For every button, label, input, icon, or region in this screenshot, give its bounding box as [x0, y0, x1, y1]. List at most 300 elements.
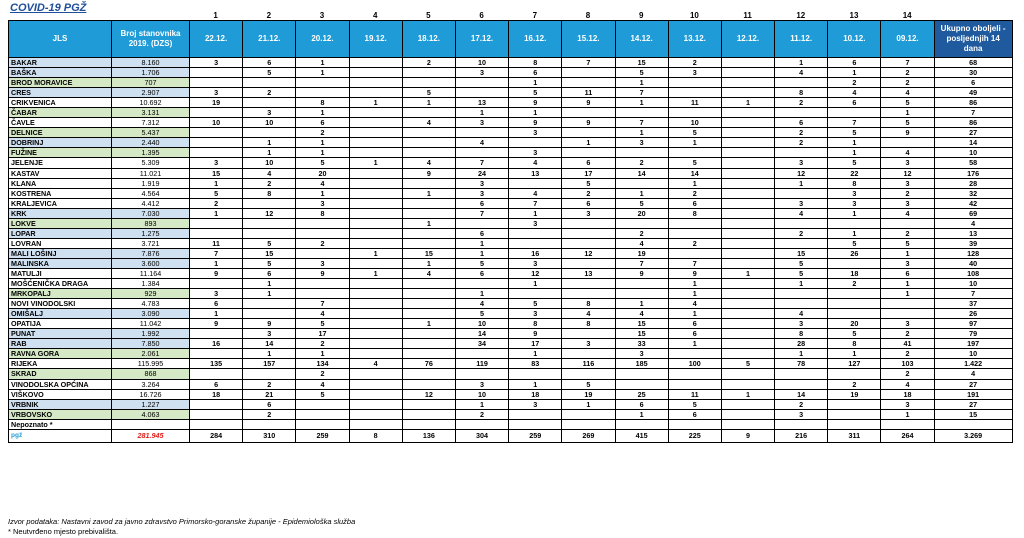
case-count	[402, 349, 455, 359]
municipality-name: NOVI VINODOLSKI	[9, 299, 112, 309]
case-count: 10	[668, 118, 721, 128]
case-count	[349, 409, 402, 419]
population-value: 4.783	[112, 299, 190, 309]
case-count	[668, 88, 721, 98]
case-count	[243, 309, 296, 319]
case-count	[349, 238, 402, 248]
case-count	[243, 228, 296, 238]
case-count: 5	[828, 329, 881, 339]
case-count: 1	[721, 98, 774, 108]
table-row	[9, 299, 1013, 309]
case-count: 2	[775, 128, 828, 138]
case-count	[190, 399, 243, 409]
case-count	[349, 208, 402, 218]
case-count: 100	[668, 359, 721, 369]
case-count: 3	[190, 58, 243, 68]
case-count: 1	[402, 98, 455, 108]
case-count	[402, 379, 455, 389]
row-total: 86	[934, 98, 1012, 108]
row-total: 10	[934, 349, 1012, 359]
case-count	[402, 128, 455, 138]
population-value: 2.440	[112, 138, 190, 148]
table-row	[9, 178, 1013, 188]
case-count	[349, 148, 402, 158]
case-count: 103	[881, 359, 934, 369]
case-count: 1	[349, 268, 402, 278]
case-count	[562, 218, 615, 228]
municipality-name: MALI LOŠINJ	[9, 248, 112, 258]
row-total: 27	[934, 128, 1012, 138]
case-count	[296, 88, 349, 98]
case-count	[881, 419, 934, 429]
case-count	[828, 309, 881, 319]
case-count: 3	[190, 158, 243, 168]
case-count: 14	[243, 339, 296, 349]
case-count: 4	[296, 379, 349, 389]
case-count: 2	[243, 88, 296, 98]
case-count: 4	[615, 309, 668, 319]
case-count: 7	[615, 258, 668, 268]
case-count	[828, 108, 881, 118]
case-count: 15	[615, 319, 668, 329]
case-count	[721, 198, 774, 208]
case-count: 20	[296, 168, 349, 178]
case-count: 19	[828, 389, 881, 399]
case-count: 24	[455, 168, 508, 178]
case-count: 33	[615, 339, 668, 349]
case-count	[296, 279, 349, 289]
case-count	[190, 108, 243, 118]
case-count	[190, 68, 243, 78]
case-count	[190, 349, 243, 359]
case-count	[455, 128, 508, 138]
case-count: 10	[455, 58, 508, 68]
table-row	[9, 359, 1013, 369]
row-total: 176	[934, 168, 1012, 178]
case-count	[402, 419, 455, 429]
row-total: 108	[934, 268, 1012, 278]
case-count	[721, 379, 774, 389]
case-count: 6	[775, 118, 828, 128]
population-value: 10.692	[112, 98, 190, 108]
case-count	[721, 228, 774, 238]
population-value: 868	[112, 369, 190, 379]
population-value: 5.309	[112, 158, 190, 168]
case-count: 19	[562, 389, 615, 399]
case-count	[721, 68, 774, 78]
case-count: 3	[562, 339, 615, 349]
population-value: 115.995	[112, 359, 190, 369]
row-total: 7	[934, 289, 1012, 299]
case-count: 4	[455, 299, 508, 309]
header-date: 18.12.	[402, 21, 455, 58]
case-count: 134	[296, 359, 349, 369]
day-number: 6	[479, 11, 484, 20]
case-count: 3	[828, 188, 881, 198]
case-count	[243, 128, 296, 138]
municipality-name: FUŽINE	[9, 148, 112, 158]
case-count	[402, 68, 455, 78]
header-date: 12.12.	[721, 21, 774, 58]
case-count	[455, 279, 508, 289]
sum-row	[9, 429, 1013, 442]
table-row	[9, 268, 1013, 278]
case-count	[721, 208, 774, 218]
case-count: 4	[881, 88, 934, 98]
case-count	[243, 78, 296, 88]
case-count: 5	[615, 198, 668, 208]
case-count: 3	[881, 319, 934, 329]
case-count	[828, 409, 881, 419]
case-count	[721, 108, 774, 118]
case-count	[562, 419, 615, 429]
population-value: 1.395	[112, 148, 190, 158]
case-count	[775, 218, 828, 228]
case-count: 2	[296, 339, 349, 349]
case-count	[509, 369, 562, 379]
case-count	[296, 399, 349, 409]
case-count	[881, 218, 934, 228]
case-count	[509, 138, 562, 148]
case-count	[615, 108, 668, 118]
case-count: 2	[881, 188, 934, 198]
day-number: 1	[213, 11, 218, 20]
case-count: 28	[775, 339, 828, 349]
case-count: 3	[775, 198, 828, 208]
case-count: 3	[775, 409, 828, 419]
population-value: 2.907	[112, 88, 190, 98]
municipality-name: VINODOLSKA OPĆINA	[9, 379, 112, 389]
case-count: 1	[509, 349, 562, 359]
case-count: 6	[562, 158, 615, 168]
case-count: 1	[296, 68, 349, 78]
case-count: 1	[509, 279, 562, 289]
case-count: 5	[509, 299, 562, 309]
case-count	[349, 389, 402, 399]
case-count: 8	[828, 178, 881, 188]
population-value: 7.876	[112, 248, 190, 258]
case-count	[349, 88, 402, 98]
case-count: 5	[296, 389, 349, 399]
row-total: 7	[934, 108, 1012, 118]
case-count: 3	[296, 258, 349, 268]
header-date: 20.12.	[296, 21, 349, 58]
case-count	[668, 78, 721, 88]
municipality-name: RAVNA GORA	[9, 349, 112, 359]
case-count	[775, 188, 828, 198]
table-row	[9, 409, 1013, 419]
case-count: 2	[775, 98, 828, 108]
population-value: 8.160	[112, 58, 190, 68]
case-count: 2	[615, 158, 668, 168]
table-row	[9, 309, 1013, 319]
case-count	[721, 319, 774, 329]
case-count: 13	[562, 268, 615, 278]
table-row	[9, 188, 1013, 198]
population-value: 4.063	[112, 409, 190, 419]
table-row	[9, 419, 1013, 429]
case-count: 14	[455, 329, 508, 339]
case-count	[881, 309, 934, 319]
case-count: 3	[881, 198, 934, 208]
case-count	[615, 419, 668, 429]
case-count	[402, 399, 455, 409]
case-count	[721, 399, 774, 409]
case-count: 1	[455, 248, 508, 258]
case-count	[775, 379, 828, 389]
page-title: COVID-19 PGŽ	[10, 2, 87, 14]
case-count: 19	[615, 248, 668, 258]
case-count: 2	[881, 329, 934, 339]
header-date: 16.12.	[509, 21, 562, 58]
case-count: 9	[296, 268, 349, 278]
case-count	[402, 339, 455, 349]
municipality-name: VIŠKOVO	[9, 389, 112, 399]
municipality-name: BAŠKA	[9, 68, 112, 78]
row-total: 30	[934, 68, 1012, 78]
footnote: * Neutvrđeno mjesto prebivališta.	[8, 527, 119, 536]
case-count: 3	[190, 289, 243, 299]
case-count	[349, 258, 402, 268]
daily-total: 259	[296, 429, 349, 442]
case-count: 4	[881, 208, 934, 218]
case-count: 15	[775, 248, 828, 258]
case-count: 14	[615, 168, 668, 178]
row-total	[934, 419, 1012, 429]
case-count	[296, 419, 349, 429]
case-count	[881, 299, 934, 309]
municipality-name: KLANA	[9, 178, 112, 188]
case-count: 2	[243, 178, 296, 188]
case-count: 1	[775, 178, 828, 188]
case-count: 1	[881, 248, 934, 258]
case-count	[349, 369, 402, 379]
case-count: 6	[455, 198, 508, 208]
case-count: 3	[509, 399, 562, 409]
row-total: 15	[934, 409, 1012, 419]
case-count: 9	[668, 268, 721, 278]
case-count: 7	[190, 248, 243, 258]
case-count	[349, 299, 402, 309]
case-count: 5	[296, 158, 349, 168]
case-count	[615, 289, 668, 299]
case-count: 7	[615, 88, 668, 98]
table-row	[9, 118, 1013, 128]
case-count: 76	[402, 359, 455, 369]
day-number-row	[8, 11, 1016, 19]
case-count: 17	[296, 329, 349, 339]
table-row	[9, 138, 1013, 148]
case-count: 1	[668, 279, 721, 289]
case-count: 4	[455, 138, 508, 148]
case-count: 3	[455, 379, 508, 389]
case-count: 6	[615, 399, 668, 409]
case-count: 3	[615, 349, 668, 359]
case-count	[402, 78, 455, 88]
case-count: 6	[243, 58, 296, 68]
municipality-name: VRBOVSKO	[9, 409, 112, 419]
header-date: 11.12.	[775, 21, 828, 58]
case-count	[349, 178, 402, 188]
case-count: 1	[881, 108, 934, 118]
header-jls: JLS	[9, 21, 112, 58]
case-count: 8	[562, 299, 615, 309]
case-count	[562, 369, 615, 379]
case-count	[562, 108, 615, 118]
case-count: 20	[828, 319, 881, 329]
case-count	[775, 289, 828, 299]
case-count: 5	[828, 238, 881, 248]
case-count: 1	[881, 279, 934, 289]
case-count: 2	[668, 238, 721, 248]
case-count	[775, 108, 828, 118]
case-count: 14	[668, 168, 721, 178]
day-number: 3	[319, 11, 325, 20]
header-population: Broj stanovnika 2019. (DZS)	[112, 21, 190, 58]
case-count	[881, 138, 934, 148]
case-count: 7	[455, 158, 508, 168]
population-value: 11.021	[112, 168, 190, 178]
case-count: 1	[243, 138, 296, 148]
case-count	[721, 279, 774, 289]
case-count: 8	[296, 98, 349, 108]
case-count: 22	[828, 168, 881, 178]
day-number: 14	[902, 11, 912, 20]
case-count: 21	[243, 389, 296, 399]
row-total: 26	[934, 309, 1012, 319]
day-number: 10	[689, 11, 699, 20]
case-count: 185	[615, 359, 668, 369]
row-total: 13	[934, 228, 1012, 238]
case-count: 16	[509, 248, 562, 258]
case-count: 16	[190, 339, 243, 349]
case-count	[615, 178, 668, 188]
case-count: 2	[775, 138, 828, 148]
case-count: 1	[668, 309, 721, 319]
case-count: 18	[509, 389, 562, 399]
case-count: 119	[455, 359, 508, 369]
case-count: 127	[828, 359, 881, 369]
case-count: 1	[721, 268, 774, 278]
case-count: 1	[190, 208, 243, 218]
case-count: 1	[615, 128, 668, 138]
population-value: 929	[112, 289, 190, 299]
case-count	[402, 228, 455, 238]
case-count: 2	[243, 409, 296, 419]
case-count: 1	[828, 68, 881, 78]
case-count: 12	[775, 168, 828, 178]
municipality-name: LOPAR	[9, 228, 112, 238]
case-count: 5	[243, 258, 296, 268]
case-count	[402, 208, 455, 218]
case-count: 3	[828, 198, 881, 208]
population-value: 4.564	[112, 188, 190, 198]
municipality-name: RAB	[9, 339, 112, 349]
population-value: 3.721	[112, 238, 190, 248]
header-date: 21.12.	[243, 21, 296, 58]
row-total: 69	[934, 208, 1012, 218]
case-count: 17	[509, 339, 562, 349]
case-count: 17	[562, 168, 615, 178]
row-total: 27	[934, 379, 1012, 389]
header-date: 09.12.	[881, 21, 934, 58]
case-count: 5	[296, 319, 349, 329]
case-count: 2	[828, 379, 881, 389]
case-count: 4	[615, 238, 668, 248]
case-count	[828, 218, 881, 228]
case-count: 8	[775, 88, 828, 98]
day-number: 7	[532, 11, 538, 20]
municipality-name: DOBRINJ	[9, 138, 112, 148]
case-count: 2	[455, 409, 508, 419]
case-count	[562, 68, 615, 78]
case-count: 1	[509, 379, 562, 389]
case-count	[402, 198, 455, 208]
case-count	[721, 78, 774, 88]
table-row	[9, 128, 1013, 138]
case-count: 2	[775, 399, 828, 409]
case-count	[402, 279, 455, 289]
case-count: 10	[190, 118, 243, 128]
case-count	[349, 118, 402, 128]
case-count: 3	[562, 208, 615, 218]
case-count: 2	[775, 228, 828, 238]
header-date: 17.12.	[455, 21, 508, 58]
case-count: 3	[190, 88, 243, 98]
case-count: 3	[455, 68, 508, 78]
case-count: 2	[881, 369, 934, 379]
municipality-name: SKRAD	[9, 369, 112, 379]
case-count	[349, 78, 402, 88]
case-count: 5	[243, 238, 296, 248]
case-count: 1	[828, 148, 881, 158]
case-count: 1	[509, 78, 562, 88]
case-count	[721, 188, 774, 198]
case-count: 1	[828, 138, 881, 148]
population-value	[112, 419, 190, 429]
case-count: 6	[668, 198, 721, 208]
population-value: 1.275	[112, 228, 190, 238]
case-count: 9	[509, 329, 562, 339]
municipality-name: KRK	[9, 208, 112, 218]
case-count	[296, 78, 349, 88]
case-count: 9	[615, 268, 668, 278]
table-row	[9, 68, 1013, 78]
row-total: 4	[934, 218, 1012, 228]
municipality-name: KASTAV	[9, 168, 112, 178]
case-count: 1	[509, 108, 562, 118]
day-number: 12	[796, 11, 806, 20]
municipality-name: MATULJI	[9, 268, 112, 278]
case-count: 1	[615, 188, 668, 198]
header-total: Ukupno oboljeli - posljednjih 14 dana	[934, 21, 1012, 58]
case-count: 1	[243, 279, 296, 289]
case-count	[349, 188, 402, 198]
municipality-name: PUNAT	[9, 329, 112, 339]
total-population: 281.945	[112, 429, 190, 442]
case-count: 5	[775, 268, 828, 278]
case-count: 14	[775, 389, 828, 399]
table-row	[9, 148, 1013, 158]
municipality-name: JELENJE	[9, 158, 112, 168]
municipality-name: MALINSKA	[9, 258, 112, 268]
case-count: 3	[881, 178, 934, 188]
case-count: 3	[509, 148, 562, 158]
case-count: 5	[828, 128, 881, 138]
case-count: 1	[296, 58, 349, 68]
day-number: 2	[266, 11, 272, 20]
case-count: 2	[296, 128, 349, 138]
